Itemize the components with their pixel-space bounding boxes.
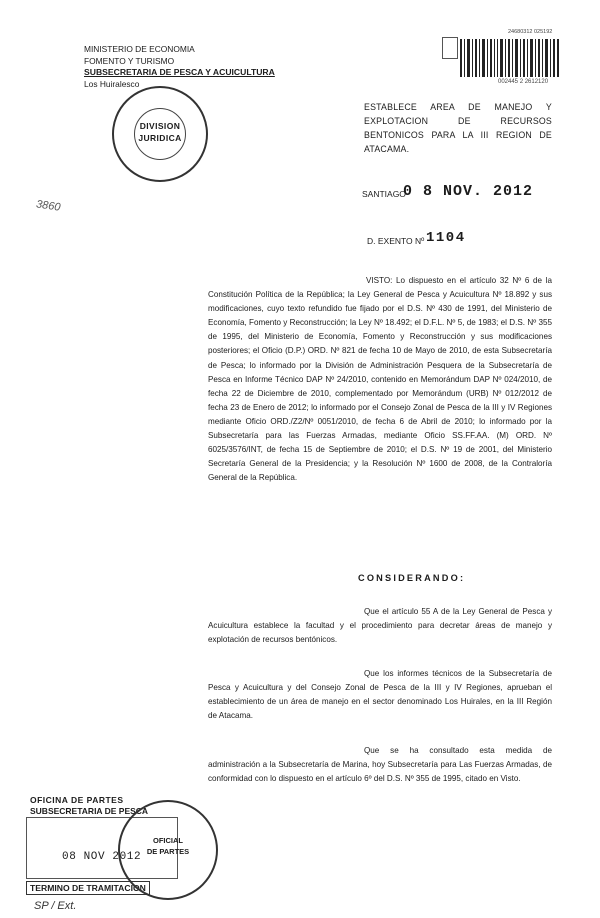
barcode-icon — [460, 39, 560, 77]
place-label: SANTIAGO — [362, 189, 406, 199]
barcode-top-number: 24680312 025192 — [508, 29, 553, 35]
oficina-stamp-date: 08 NOV 2012 — [62, 851, 142, 863]
considerando-heading: CONSIDERANDO: — [358, 573, 466, 583]
handwritten-number: 3860 — [35, 198, 62, 214]
oficial-partes-seal — [118, 800, 218, 900]
ministry-subtitle: FOMENTO Y TURISMO — [84, 55, 175, 66]
barcode-bottom-number: 002445 2 2612120 — [498, 79, 549, 85]
considerando-paragraph-2: Que los informes técnicos de la Subsecretaría de Pesca y Acuicultura y del Consejo Zonal de Pesca de la III y IV Regiones, aprueban el establecimiento de un área de manejo en el sector denominado Los Huirales, en la III Región de Atacama. — [208, 669, 552, 721]
exento-number: 1104 — [426, 230, 466, 246]
document-title: ESTABLECE AREA DE MANEJO Y EXPLOTACION DE RECURSOS BENTONICOS PARA LA III REGION DE ATACAMA. — [364, 102, 552, 154]
division-juridica-stamp — [112, 86, 208, 182]
header-location: Los Huiralesco — [84, 78, 140, 89]
handwritten-initials: SP / Ext. — [34, 900, 77, 912]
ministry-name: MINISTERIO DE ECONOMIA — [84, 44, 195, 54]
barcode-block — [442, 25, 560, 85]
visto-paragraph: VISTO: Lo dispuesto en el artículo 32 Nº 6 de la Constitución Política de la República; la Ley General de Pesca y Acuicultura Nº 18.892 y sus modificaciones, cuyo texto refundido fue fijado por el D.S. Nº 430 de 1991, del Ministerio de Economía, Fomento y Reconstrucción; la Ley Nº 18.492; el D.F.L. Nº 5, de 1983; el D.S. Nº 355 de 1995, del Ministerio de Economía, Fomento y Reconstrucción y sus modificaciones posteriores; el Oficio (D.P.) ORD. Nº 821 de fecha 10 de Mayo de 2010, de esta Subsecretaría de Pesca; lo informado por la División de Administración Pesquera de la Subsecretaría de Pesca en Informe Técnico DAP Nº 24/2010, contenido en Memorándum DAP Nº 024/2010, de fecha 22 de Diciembre de 2010, complementado por Memorándum (URB) Nº 012/2012 de fecha 23 de Enero de 2012; lo informado por el Consejo Zonal de Pesca de la III y IV Regiones mediante Oficio ORD./Z2/Nº 0051/2010, de fecha 6 de Abril de 2010; lo informado por la Subsecretaría para las Fuerzas Armadas, mediante Oficio SS.FF.AA. (M) ORD. Nº 6025/3576/INT, de fecha 15 de Septiembre de 2010; el D.S. Nº 19 de 2001, del Ministerio Secretaría General de la Presidencia; y la Resolución Nº 1600 de 2008, de la Contraloría General de la República. — [208, 276, 552, 483]
oficina-stamp-subtitle: SUBSECRETARIA DE PESCA — [30, 806, 149, 816]
document-date: 0 8 NOV. 2012 — [403, 183, 534, 200]
oficina-stamp-termino: TERMINO DE TRAMITACION — [26, 881, 150, 895]
stamp-line-juridica: JURIDICA — [138, 133, 182, 143]
considerando-paragraph-3: Que se ha consultado esta medida de administración a la Subsecretaría de Marina, hoy Subsecretaría para Las Fuerzas Armadas, de conformidad con lo dispuesto en el artículo 6º del D.S. Nº 355 de 1995, citado en Visto. — [208, 746, 552, 784]
exento-label: D. EXENTO Nº — [367, 236, 425, 246]
ministry-header — [84, 44, 275, 90]
considerando-paragraph-1: Que el artículo 55 A de la Ley General de Pesca y Acuicultura establece la facultad y el procedimiento para decretar áreas de manejo y explotación de recursos bentónicos. — [208, 607, 552, 645]
stamp-line-division: DIVISION — [139, 121, 181, 131]
subsecretaria-name: SUBSECRETARIA DE PESCA Y ACUICULTURA — [84, 67, 275, 77]
seal-line-oficial: OFICIAL — [153, 836, 183, 845]
oficina-stamp-title: OFICINA DE PARTES — [30, 795, 124, 805]
seal-line-de-partes: DE PARTES — [146, 847, 190, 856]
chile-logo-icon — [442, 37, 458, 59]
